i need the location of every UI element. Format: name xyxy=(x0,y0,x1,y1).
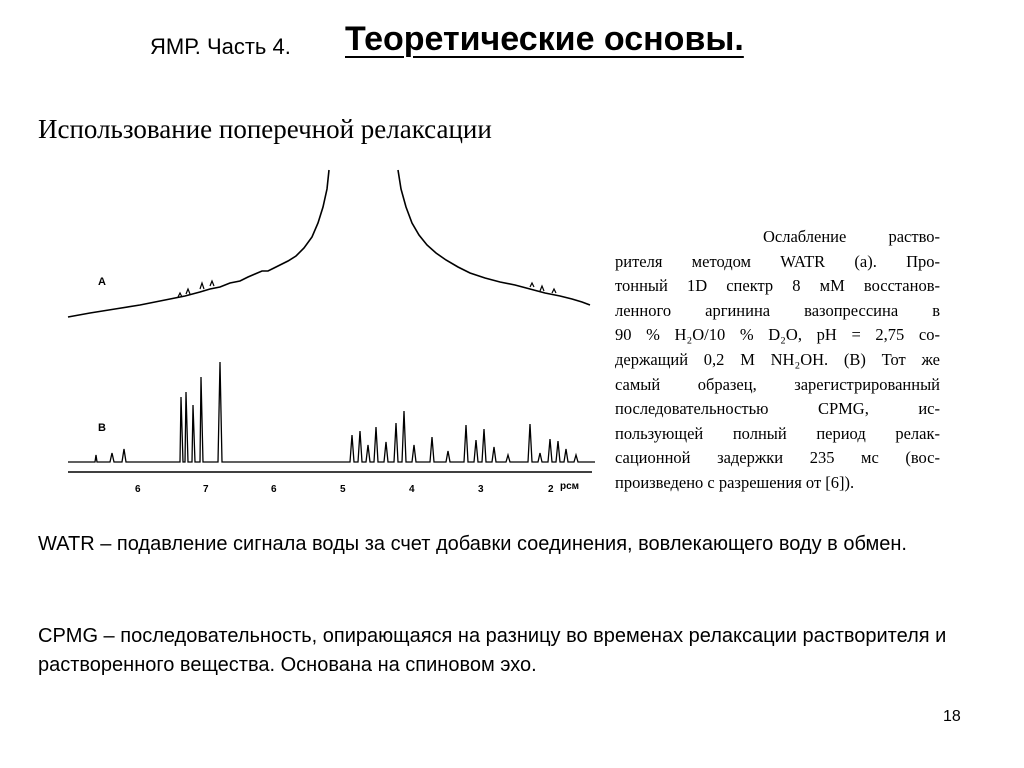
caption-line: пользующей полный период релак- xyxy=(615,423,940,443)
axis-tick: 2 xyxy=(548,484,554,495)
caption-line: произведено с разрешения от [6]). xyxy=(615,472,855,492)
axis-tick: 7 xyxy=(203,484,209,495)
caption-line: Ослабление раство- xyxy=(763,227,940,246)
caption-line: ленного аргинина вазопрессина в xyxy=(615,300,940,320)
trace-a-label: A xyxy=(98,276,106,288)
spectrum-trace-b xyxy=(68,362,595,462)
caption-line: рителя методом WATR (a). Про- xyxy=(615,251,940,271)
spectrum-trace-a-ripples xyxy=(178,281,556,297)
header-prefix: ЯМР. Часть 4. xyxy=(150,34,291,59)
axis-tick: 3 xyxy=(478,484,484,495)
axis-unit: рсм xyxy=(560,481,580,492)
axis-tick: 5 xyxy=(340,484,346,495)
axis-tick: 4 xyxy=(409,484,415,495)
caption-line: последовательностью CPMG, ис- xyxy=(615,399,940,419)
nmr-spectrum-figure xyxy=(60,165,600,505)
caption-line: сационной задержки 235 мс (вос- xyxy=(615,448,940,468)
spectrum-trace-a xyxy=(68,170,590,317)
caption-line: 90 % H₂O/10 % D₂O, pH = 2,75 со- xyxy=(615,325,940,345)
caption-line: держащий 0,2 М NH₂OH. (B) Тот же xyxy=(615,349,940,369)
page-number: 18 xyxy=(943,708,961,725)
cpmg-paragraph: CPMG – последовательность, опирающаяся на разницу во временах релаксации растворителя и растворенного вещества. Основана на спиновом эхо. xyxy=(38,625,947,676)
caption-line: тонный 1D спектр 8 мМ восстанов- xyxy=(615,276,940,296)
slide-title: Теоретические основы. xyxy=(345,20,744,58)
axis-tick: 6 xyxy=(135,484,141,495)
watr-paragraph: WATR – подавление сигнала воды за счет добавки соединения, вовлекающего воду в обмен. xyxy=(38,533,907,555)
trace-b-label: B xyxy=(98,422,106,434)
figure-caption xyxy=(615,225,940,496)
slide-subtitle: Использование поперечной релаксации xyxy=(38,114,492,144)
axis-tick: 6 xyxy=(271,484,277,495)
caption-line: самый образец, зарегистрированный xyxy=(615,374,940,394)
